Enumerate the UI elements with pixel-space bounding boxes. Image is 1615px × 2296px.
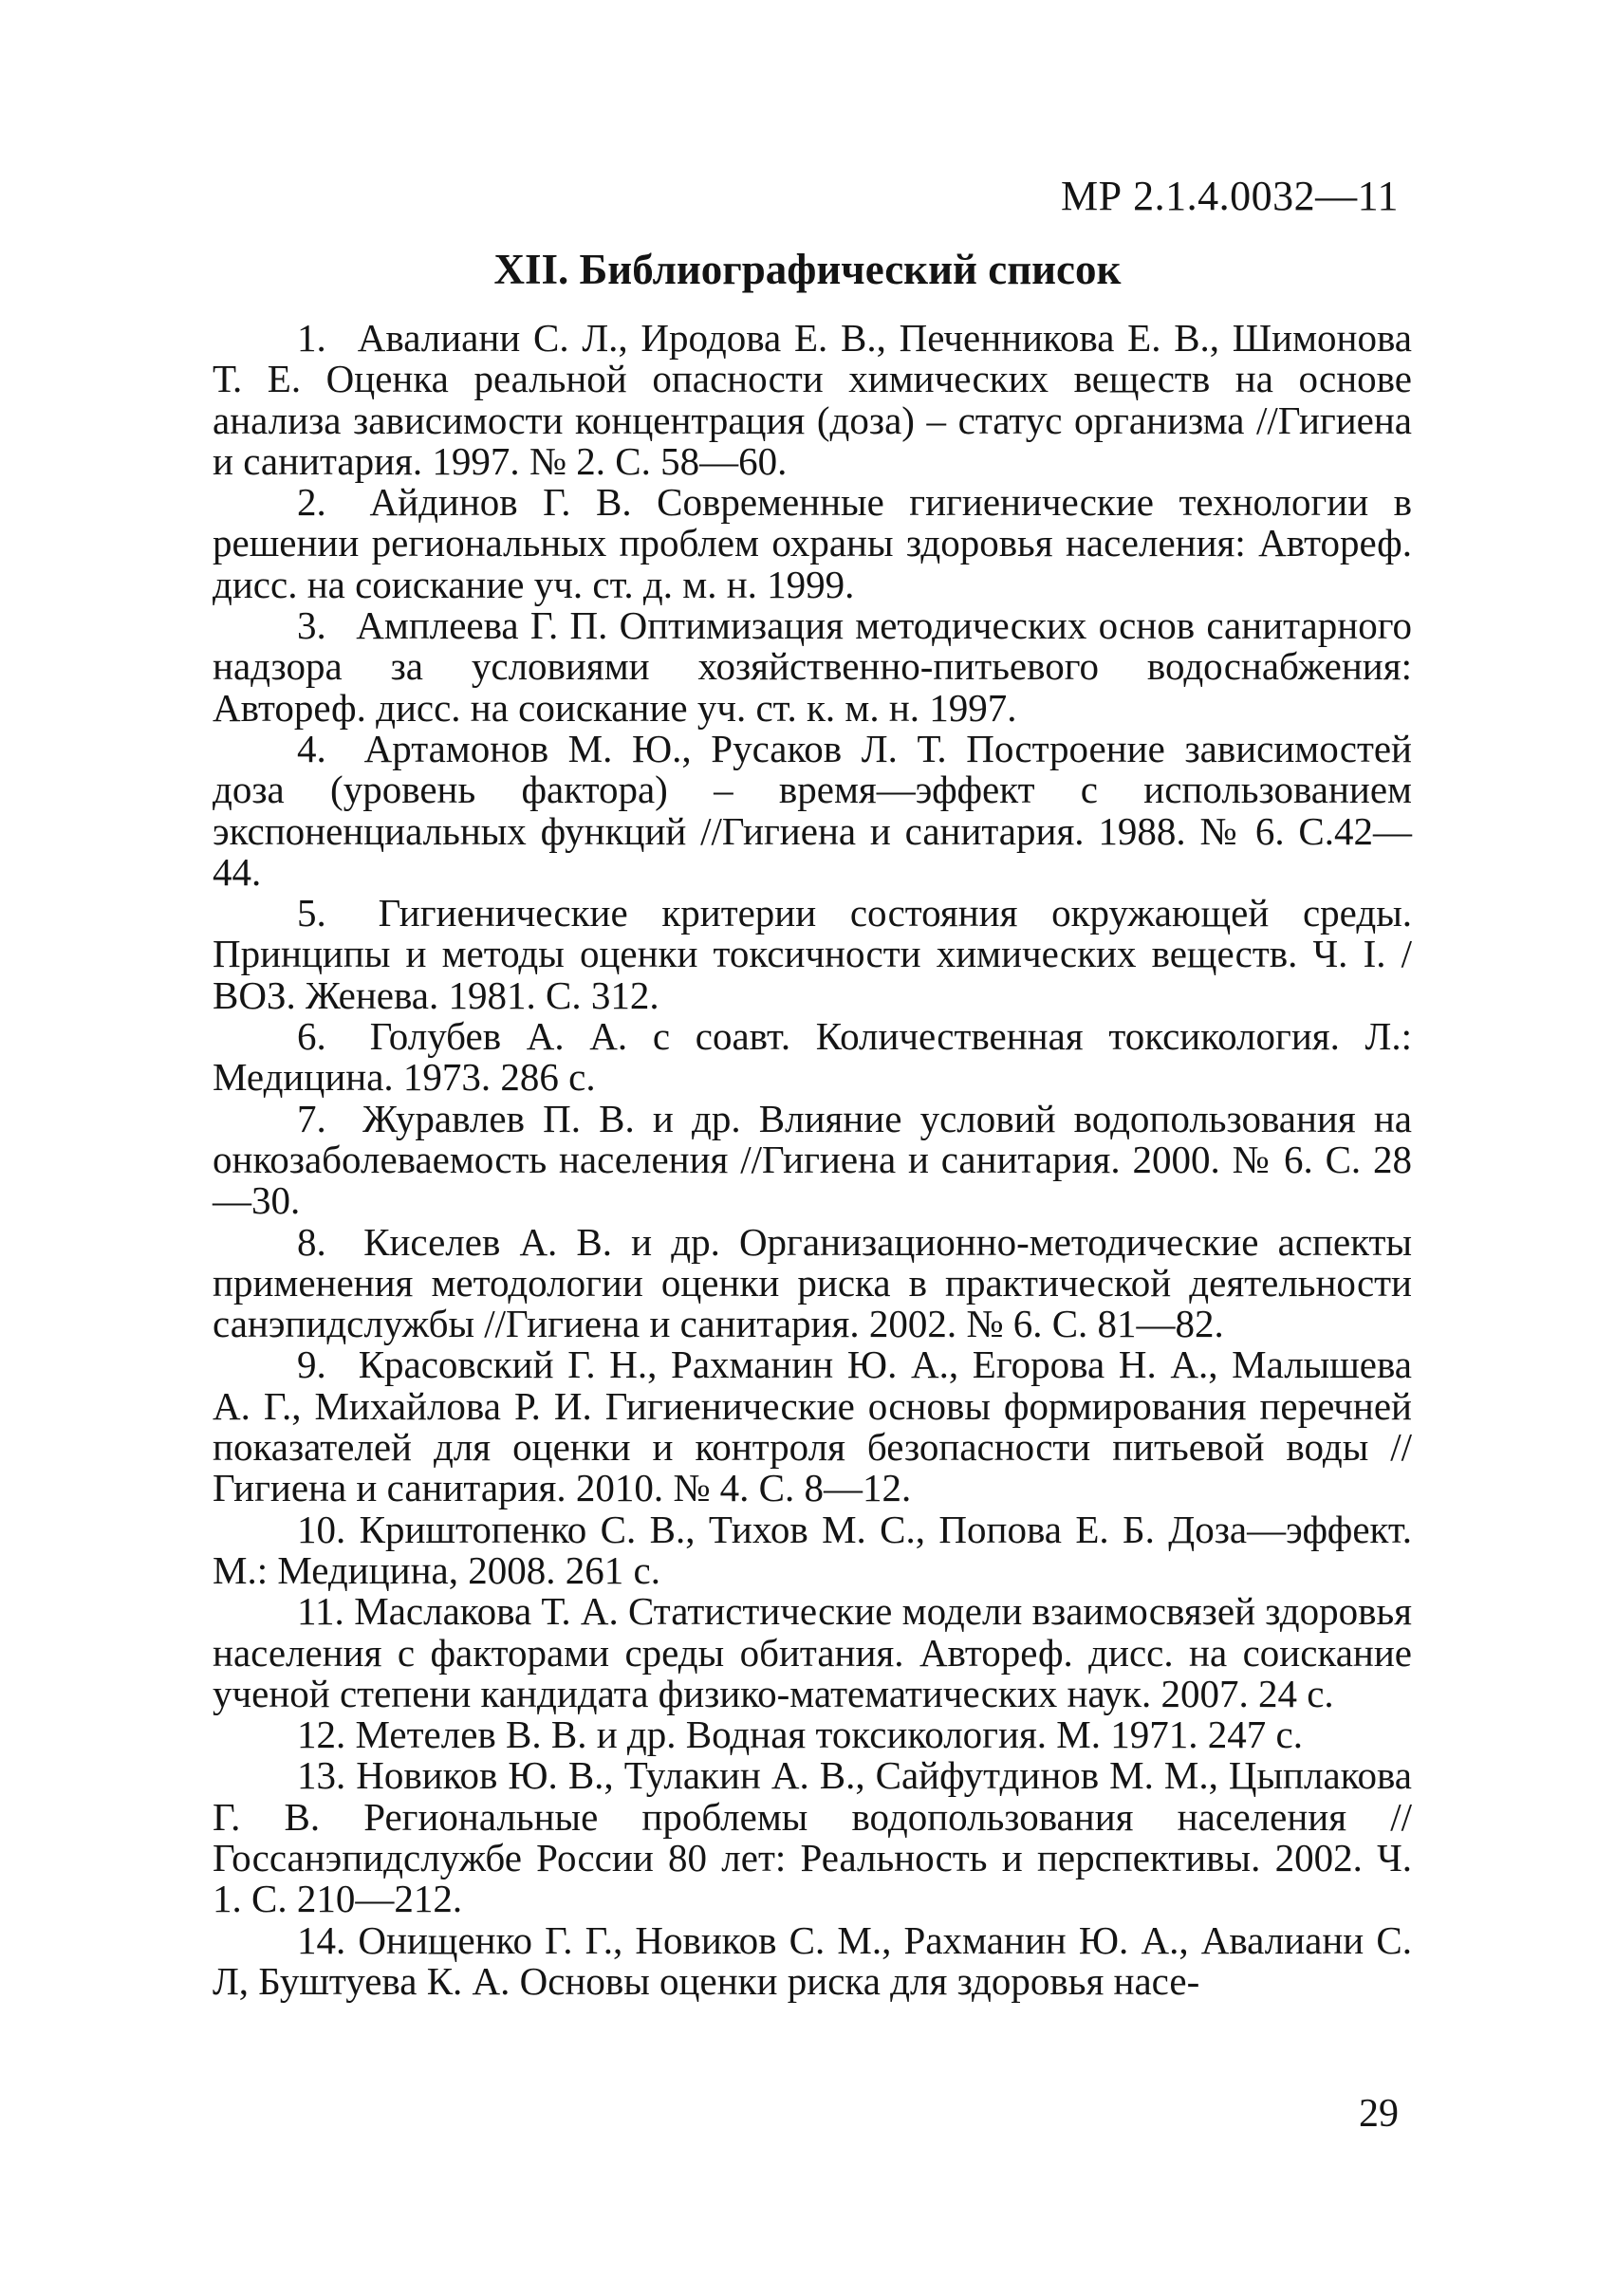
- entry-number: 1.: [297, 316, 326, 360]
- bibliography-entry: [213, 482, 1412, 605]
- entry-number: 12.: [297, 1713, 346, 1757]
- entry-number: 13.: [297, 1753, 346, 1798]
- entry-text: Авалиани С. Л., Иродова Е. В., Печенникова Е. В., Шимонова Т. Е. Оценка реальной опасности химических веществ на основе анализа зависимости концентрация (доза) – статус организма //Гигиена и санитария. 1997. № 2. С. 58—60.: [213, 316, 1413, 483]
- entry-text: Новиков Ю. В., Тулакин А. В., Сайфутдинов М. М., Цыплакова Г. В. Региональные проблемы водопользования населения //Госсанэпидслужбе России 80 лет: Реальность и перспективы. 2002. Ч. 1. С. 210—212.: [213, 1753, 1412, 1921]
- entry-number: 4.: [297, 726, 326, 770]
- entry-number: 7.: [297, 1096, 326, 1140]
- entry-number: 8.: [297, 1219, 326, 1264]
- bibliography-entry: [213, 605, 1412, 729]
- bibliography-entry: [213, 1591, 1412, 1714]
- bibliography-entry: [213, 1016, 1412, 1099]
- entry-text: Амплеева Г. П. Оптимизация методических основ санитарного надзора за условиями хозяйственно-питьевого водоснабжения: Автореф. дисс. на соискание уч. ст. к. м. н. 1997.: [213, 603, 1412, 730]
- document-code-header: МР 2.1.4.0032—11: [1061, 173, 1399, 219]
- page-number: 29: [1359, 2092, 1399, 2136]
- entry-text: Айдинов Г. В. Современные гигиенические технологии в решении региональных проблем охраны здоровья населения: Автореф. дисс. на соискание уч. ст. д. м. н. 1999.: [213, 480, 1413, 606]
- entry-text: Метелев В. В. и др. Водная токсикология. М. 1971. 247 с.: [355, 1713, 1303, 1757]
- entry-number: 14.: [297, 1917, 346, 1962]
- entry-number: 5.: [297, 891, 326, 935]
- bibliography-entry: [213, 1714, 1412, 1755]
- bibliography-entry: [213, 1917, 1412, 2003]
- bibliography-entry: [213, 1509, 1412, 1592]
- bibliography-entry: [213, 726, 1412, 894]
- entry-text: Голубев А. А. с соавт. Количественная токсикология. Л.: Медицина. 1973. 286 с.: [213, 1014, 1413, 1100]
- entry-number: 11.: [297, 1589, 344, 1634]
- bibliography-entry: [213, 1219, 1413, 1346]
- entry-text: Красовский Г. Н., Рахманин Ю. А., Егорова Н. А., Малышева А. Г., Михайлова Р. И. Гигиенические основы формирования перечней показателей для оценки и контроля безопасности питьевой воды //Гигиена и санитария. 2010. № 4. С. 8—12.: [213, 1342, 1412, 1510]
- bibliography-entry: [213, 1344, 1412, 1509]
- entry-number: 2.: [297, 480, 326, 525]
- entry-text: Артамонов М. Ю., Русаков Л. Т. Построение зависимостей доза (уровень фактора) – время—эффект с использованием экспоненциальных функций //Гигиена и санитария. 1988. № 6. С.42—44.: [213, 726, 1412, 894]
- entry-number: 6.: [297, 1014, 326, 1059]
- section-title: XII. Библиографический список: [493, 246, 1122, 293]
- entry-text: Гигиенические критерии состояния окружающей среды. Принципы и методы оценки токсичности химических веществ. Ч. I. /ВОЗ. Женева. 1981. С. 312.: [213, 891, 1412, 1017]
- entry-number: 3.: [297, 603, 326, 648]
- bibliography-entry: [213, 318, 1412, 482]
- entry-number: 10.: [297, 1507, 346, 1551]
- bibliography-entry: [213, 1755, 1412, 1919]
- entry-text: Журавлев П. В. и др. Влияние условий водопользования на онкозаболеваемость населения //Гигиена и санитария. 2000. № 6. С. 28—30.: [213, 1096, 1413, 1223]
- entry-text: Онищенко Г. Г., Новиков С. М., Рахманин Ю. А., Авалиани С. Л, Буштуева К. А. Основы оценки риска для здоровья насе-: [213, 1917, 1412, 2003]
- entry-text: Киселев А. В. и др. Организационно-методические аспекты применения методологии оценки риска в практической деятельности санэпидслужбы //Гигиена и санитария. 2002. № 6. С. 81—82.: [213, 1219, 1413, 1346]
- bibliography-entry: [213, 893, 1412, 1016]
- bibliography-entry: [213, 1096, 1413, 1223]
- entry-text: Маслакова Т. А. Статистические модели взаимосвязей здоровья населения с факторами среды обитания. Автореф. дисс. на соискание ученой степени кандидата физико-математических наук. 2007. 24 с.: [213, 1589, 1413, 1715]
- bibliography-list: [213, 318, 1412, 2002]
- entry-text: Криштопенко С. В., Тихов М. С., Попова Е. Б. Доза—эффект. М.: Медицина, 2008. 261 с.: [213, 1507, 1412, 1592]
- entry-number: 9.: [297, 1342, 326, 1387]
